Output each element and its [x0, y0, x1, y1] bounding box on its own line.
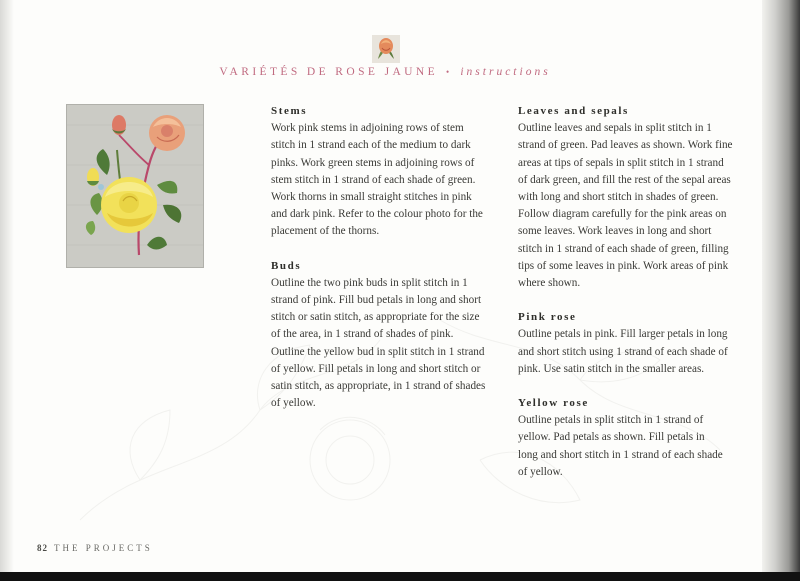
- text-line: placement of the thorns.: [271, 225, 380, 238]
- embroidery-photo: [66, 104, 204, 268]
- section-heading: Yellow rose: [518, 397, 589, 410]
- text-line: with long and short stitch in shades of green.: [518, 191, 719, 204]
- text-line: strand of pink. Fill bud petals in long and short: [271, 294, 482, 307]
- section-leaves-and-sepals: [518, 103, 743, 292]
- section-body: [518, 412, 743, 481]
- text-line: stem stitch in 1 strand of each shade of green.: [271, 173, 476, 186]
- text-line: stitch in 1 strand of each shade of green, filling: [518, 242, 729, 255]
- section-pink-rose: [518, 309, 743, 378]
- text-line: tips of some leaves in pink. Work areas of pink: [518, 259, 729, 272]
- section-yellow-rose: [518, 395, 743, 481]
- text-line: Work thorns in small straight stitches in pink: [271, 191, 472, 204]
- text-line: of yellow.: [271, 397, 316, 410]
- text-line: and short stitch using 1 strand of each shade of: [518, 345, 728, 358]
- text-line: of yellow. Fill petals in long and short stitch or: [271, 362, 481, 375]
- section-body: [271, 275, 491, 413]
- section-heading: Stems: [271, 105, 308, 117]
- text-line: long and short stitch in 1 strand of each shade: [518, 448, 723, 461]
- text-line: pinks. Work green stems in adjoining rows of: [271, 156, 475, 169]
- text-line: of the area, in 1 strand of shades of pink.: [271, 328, 454, 341]
- page-header: [0, 66, 770, 78]
- bottom-edge-shadow: [0, 572, 800, 581]
- footer-section-title: THE PROJECTS: [54, 543, 153, 553]
- section-body: [518, 326, 743, 378]
- header-subtitle: instructions: [460, 66, 551, 78]
- page-footer: [37, 543, 153, 553]
- section-heading: Leaves and sepals: [518, 105, 629, 117]
- page-gutter: [0, 0, 14, 578]
- text-line: yellow. Pad petals as shown. Fill petals in: [518, 431, 705, 444]
- section-body: [518, 120, 743, 292]
- text-line: and dark pink. Refer to the colour photo for the: [271, 208, 483, 221]
- section-heading: Pink rose: [518, 311, 577, 324]
- text-line: Work pink stems in adjoining rows of stem: [271, 122, 464, 135]
- rosebud-icon: [372, 35, 400, 63]
- section-buds: [271, 258, 491, 413]
- section-body: [271, 120, 491, 240]
- right-column: [518, 103, 743, 481]
- yellow-rose-embroidery-image: [67, 105, 203, 267]
- text-line: Outline petals in split stitch in 1 strand of: [518, 414, 704, 427]
- text-line: satin stitch, as appropriate, in 1 strand of shades: [271, 380, 486, 393]
- page-number: 82: [37, 543, 48, 553]
- text-line: of dark green, and fill the rest of the sepal areas: [518, 173, 731, 186]
- book-edge-shadow: [762, 0, 800, 581]
- text-line: Outline petals in pink. Fill larger petals in long: [518, 328, 728, 341]
- section-heading: Buds: [271, 259, 302, 272]
- header-title: VARIÉTÉS DE ROSE JAUNE: [219, 66, 438, 78]
- text-line: areas at tips of sepals in split stitch in 1 strand: [518, 156, 724, 169]
- text-line: stitch in 1 strand each of the medium to dark: [271, 139, 471, 152]
- text-line: Follow diagram carefully for the pink areas on: [518, 208, 727, 221]
- text-line: Outline the two pink buds in split stitch in 1: [271, 276, 468, 289]
- text-line: stitch or satin stitch, as appropriate for the size: [271, 311, 480, 324]
- header-separator: •: [446, 67, 453, 77]
- text-line: some leaves. Work leaves in long and short: [518, 225, 712, 238]
- text-line: strand of green. Pad leaves as shown. Work fine: [518, 139, 733, 152]
- text-line: Outline the yellow bud in split stitch in 1 strand: [271, 345, 485, 358]
- text-line: where shown.: [518, 277, 581, 290]
- text-line: pink. Use satin stitch in the smaller areas.: [518, 362, 705, 375]
- left-column: [271, 103, 491, 412]
- text-line: of yellow.: [518, 465, 563, 478]
- text-line: Outline leaves and sepals in split stitch in 1: [518, 122, 712, 135]
- section-stems: [271, 103, 491, 241]
